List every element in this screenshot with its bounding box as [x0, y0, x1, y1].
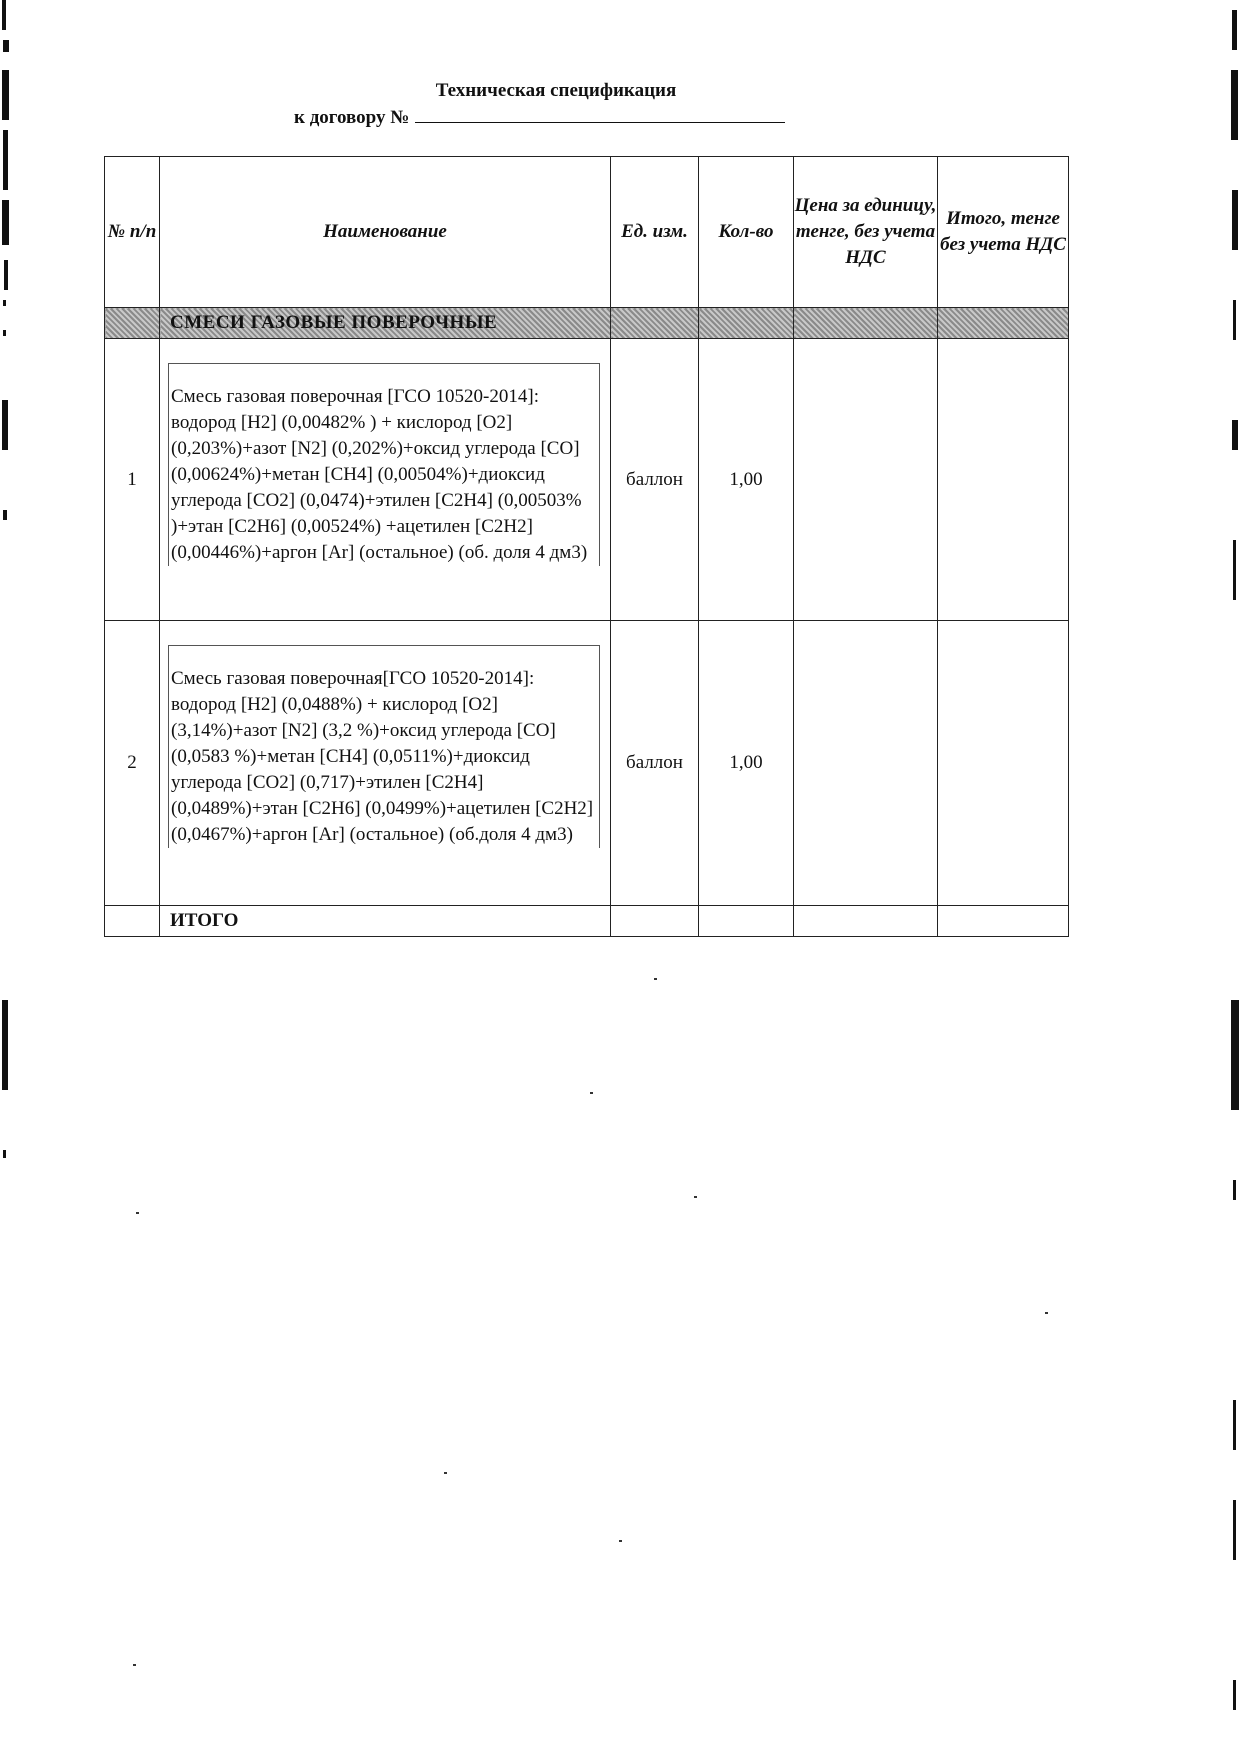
- total-label: ИТОГО: [160, 906, 611, 937]
- row-number: 1: [105, 339, 160, 621]
- scan-speck: [444, 1472, 447, 1474]
- row-description-cell: [160, 621, 611, 906]
- contract-number-blank: [415, 106, 785, 123]
- scan-speck: [590, 1092, 593, 1094]
- header-total: Итого, тенге без учета НДС: [938, 157, 1069, 308]
- section-label: СМЕСИ ГАЗОВЫЕ ПОВЕРОЧНЫЕ: [160, 308, 611, 339]
- scan-speck: [133, 1664, 136, 1666]
- row-price: [794, 621, 938, 906]
- header-num: № п/п: [105, 157, 160, 308]
- header-qty: Кол-во: [699, 157, 794, 308]
- section-row: [105, 308, 1069, 339]
- table-row: [105, 621, 1069, 906]
- header-row: [105, 157, 1069, 308]
- scan-speck: [136, 1212, 139, 1214]
- row-total: [938, 621, 1069, 906]
- contract-label: к договору №: [294, 107, 410, 128]
- header-price: Цена за единицу, тенге, без учета НДС: [794, 157, 938, 308]
- contract-reference: [294, 106, 785, 129]
- total-row: [105, 906, 1069, 937]
- row-description-cell: [160, 339, 611, 621]
- header-name: Наименование: [160, 157, 611, 308]
- header-unit: Ед. изм.: [611, 157, 699, 308]
- document-title: Техническая спецификация: [435, 80, 677, 101]
- scan-speck: [1045, 1312, 1048, 1314]
- specification-table: [104, 156, 1069, 937]
- row-unit: баллон: [611, 621, 699, 906]
- row-description: Смесь газовая поверочная [ГСО 10520-2014]: водород [Н2] (0,00482% ) + кислород [О2] (0,203%)+азот [N2] (0,202%)+оксид углерода [СО] (0,00624%)+метан [СН4] (0,00504%)+диоксид углерода [СО2] (0,0474)+этилен [С2Н4] (0,00503% )+этан [С2Н6] (0,00524%) +ацетилен [С2Н2] (0,00446%)+аргон [Аr] (остальное) (об. доля 4 дм3): [168, 363, 600, 566]
- table-row: [105, 339, 1069, 621]
- row-quantity: 1,00: [699, 621, 794, 906]
- scan-speck: [619, 1540, 622, 1542]
- scan-speck: [694, 1196, 697, 1198]
- row-number: 2: [105, 621, 160, 906]
- scan-edge-right: [1230, 0, 1240, 1754]
- row-quantity: 1,00: [699, 339, 794, 621]
- scan-speck: [654, 978, 657, 980]
- row-total: [938, 339, 1069, 621]
- row-price: [794, 339, 938, 621]
- row-description: Смесь газовая поверочная[ГСО 10520-2014]: водород [Н2] (0,0488%) + кислород [О2] (3,14%)+азот [N2] (3,2 %)+оксид углерода [СО] (0,0583 %)+метан [СН4] (0,0511%)+диоксид углерода [СО2] (0,717)+этилен [С2Н4] (0,0489%)+этан [С2Н6] (0,0499%)+ацетилен [С2Н2] (0,0467%)+аргон [Аr] (остальное) (об.доля 4 дм3): [168, 645, 600, 848]
- row-unit: баллон: [611, 339, 699, 621]
- scan-edge-left: [2, 0, 10, 1754]
